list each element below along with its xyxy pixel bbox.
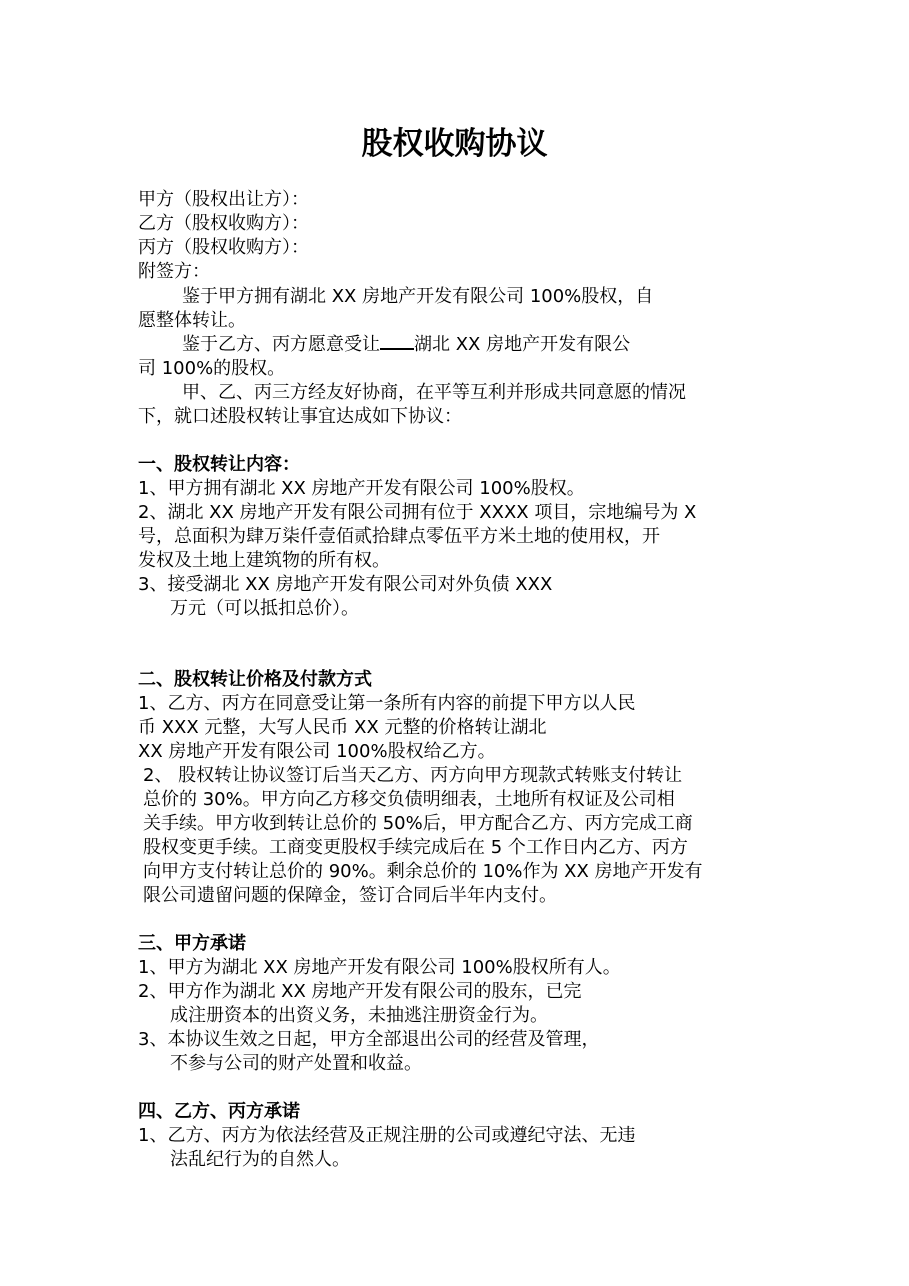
section-2-item-2-line-3: 关手续。甲方收到转让总价的 50%后，甲方配合乙方、丙方完成工商 <box>143 813 693 834</box>
preamble-2-text-b: 湖北 XX 房地产开发有限公 <box>414 334 631 355</box>
section-4-heading: 四、乙方、丙方承诺 <box>138 1101 300 1122</box>
section-2-item-2-line-4: 股权变更手续。工商变更股权手续完成后在 5 个工作日内乙方、丙方 <box>143 837 688 858</box>
fill-in-blank <box>380 334 414 350</box>
section-3-item-3-line-1: 3、本协议生效之日起，甲方全部退出公司的经营及管理， <box>138 1029 600 1050</box>
preamble-3-line-1: 甲、乙、丙三方经友好协商，在平等互利并形成共同意愿的情况 <box>182 382 686 403</box>
section-2-item-1-line-1: 1、乙方、丙方在同意受让第一条所有内容的前提下甲方以人民 <box>138 693 636 714</box>
party-b-line: 乙方（股权收购方）： <box>138 213 309 234</box>
section-3-item-2-line-1: 2、甲方作为湖北 XX 房地产开发有限公司的股东，已完 <box>138 981 582 1002</box>
section-2-item-2-line-1: 2、 股权转让协议签订后当天乙方、丙方向甲方现款式转账支付转让 <box>143 765 683 786</box>
section-3-item-1: 1、甲方为湖北 XX 房地产开发有限公司 100%股权所有人。 <box>138 957 621 978</box>
section-4-item-1-line-2: 法乱纪行为的自然人。 <box>170 1149 350 1170</box>
section-1-item-1: 1、甲方拥有湖北 XX 房地产开发有限公司 100%股权。 <box>138 478 585 499</box>
section-3-item-2-line-2: 成注册资本的出资义务，未抽逃注册资金行为。 <box>170 1005 548 1026</box>
section-4-item-1-line-1: 1、乙方、丙方为依法经营及正规注册的公司或遵纪守法、无违 <box>138 1125 636 1146</box>
section-3-heading: 三、甲方承诺 <box>138 933 246 954</box>
section-1-item-2-line-2: 号，总面积为肆万柒仟壹佰贰拾肆点零伍平方米土地的使用权，开 <box>138 526 660 547</box>
document-title: 股权收购协议 <box>361 126 548 162</box>
section-1-item-3-line-1: 3、接受湖北 XX 房地产开发有限公司对外负债 XXX <box>138 574 553 595</box>
section-2-item-1-line-2: 币 XXX 元整，大写人民币 XX 元整的价格转让湖北 <box>138 717 547 738</box>
section-2-item-2-line-6: 限公司遗留问题的保障金，签订合同后半年内支付。 <box>143 885 557 906</box>
cosigner-line: 附签方： <box>138 261 210 282</box>
section-2-item-2-line-2: 总价的 30%。甲方向乙方移交负债明细表，土地所有权证及公司相 <box>143 789 675 810</box>
preamble-1-line-1: 鉴于甲方拥有湖北 XX 房地产开发有限公司 100%股权，自 <box>182 286 654 307</box>
section-2-heading: 二、股权转让价格及付款方式 <box>138 669 372 690</box>
preamble-2-text-a: 鉴于乙方、丙方愿意受让 <box>182 334 380 355</box>
preamble-2-line-2: 司 100%的股权。 <box>138 358 286 379</box>
preamble-2-line-1 <box>182 333 630 357</box>
section-3-item-3-line-2: 不参与公司的财产处置和收益。 <box>170 1053 422 1074</box>
section-2-item-1-line-3: XX 房地产开发有限公司 100%股权给乙方。 <box>138 741 496 762</box>
section-1-item-2-line-1: 2、湖北 XX 房地产开发有限公司拥有位于 XXXX 项目，宗地编号为 X <box>138 502 697 523</box>
party-c-line: 丙方（股权收购方）： <box>138 237 309 258</box>
preamble-1-line-2: 愿整体转让。 <box>138 310 246 331</box>
section-1-item-2-line-3: 发权及土地上建筑物的所有权。 <box>138 550 390 571</box>
section-2-item-2-line-5: 向甲方支付转让总价的 90%。剩余总价的 10%作为 XX 房地产开发有 <box>143 861 703 882</box>
preamble-3-line-2: 下，就口述股权转让事宜达成如下协议： <box>138 406 462 427</box>
party-a-line: 甲方（股权出让方）： <box>138 189 309 210</box>
section-1-item-3-line-2: 万元（可以抵扣总价）。 <box>170 598 359 619</box>
section-1-heading: 一、股权转让内容： <box>138 454 300 475</box>
